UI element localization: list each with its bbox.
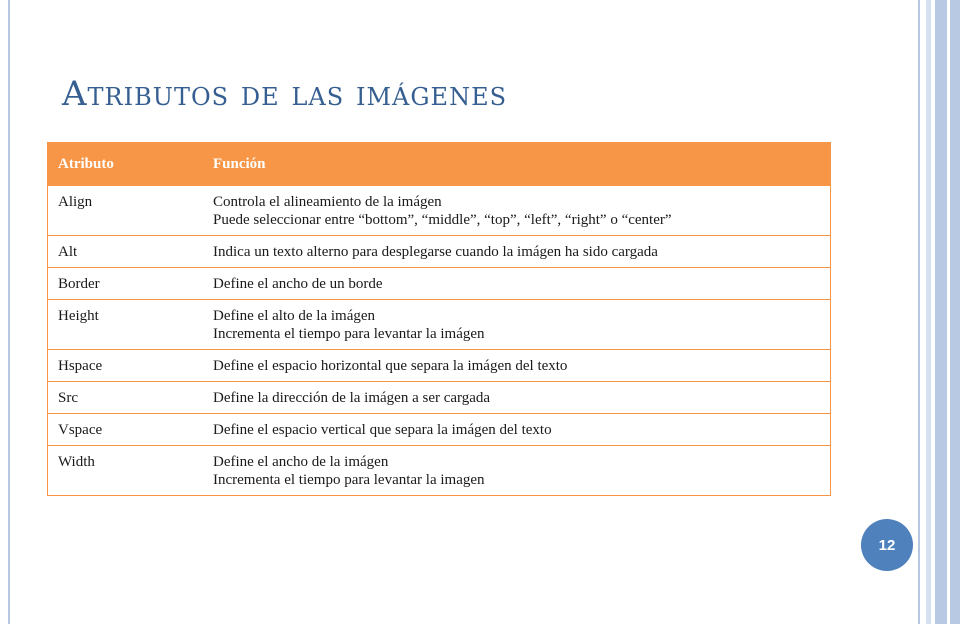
function-line: Define la dirección de la imágen a ser cargada: [213, 390, 491, 406]
table-header-row: [48, 143, 831, 186]
function-cell: [203, 382, 831, 414]
attribute-cell: Vspace: [48, 414, 204, 446]
attribute-cell: Alt: [48, 236, 204, 268]
function-line: Define el alto de la imágen: [213, 308, 376, 324]
function-line: Define el ancho de un borde: [213, 276, 383, 292]
function-cell: [203, 236, 831, 268]
table-row: [48, 186, 831, 236]
table-row: [48, 350, 831, 382]
left-frame-border: [0, 0, 10, 624]
attribute-cell: Hspace: [48, 350, 204, 382]
function-cell: [203, 350, 831, 382]
function-cell: [203, 446, 831, 496]
header-function: Función: [203, 143, 831, 186]
slide-title: Atributos de las imágenes: [62, 74, 508, 114]
table-row: [48, 236, 831, 268]
function-cell: [203, 414, 831, 446]
page-number-badge: 12: [861, 519, 913, 571]
attribute-cell: Height: [48, 300, 204, 350]
attribute-cell: Border: [48, 268, 204, 300]
right-frame-decoration: [918, 0, 960, 624]
table-row: [48, 268, 831, 300]
function-cell: [203, 268, 831, 300]
function-line: Incrementa el tiempo para levantar la imágen: [213, 326, 485, 342]
table-row: [48, 446, 831, 496]
attributes-table: [47, 142, 831, 496]
table-row: [48, 300, 831, 350]
function-line: Puede seleccionar entre “bottom”, “middle”, “top”, “left”, “right” o “center”: [213, 212, 672, 228]
function-line: Define el espacio vertical que separa la imágen del texto: [213, 422, 552, 438]
table-row: [48, 414, 831, 446]
function-line: Incrementa el tiempo para levantar la imagen: [213, 472, 485, 488]
function-cell: [203, 300, 831, 350]
table-row: [48, 382, 831, 414]
function-line: Define el espacio horizontal que separa la imágen del texto: [213, 358, 568, 374]
function-line: Controla el alineamiento de la imágen: [213, 194, 442, 210]
attribute-cell: Src: [48, 382, 204, 414]
function-line: Indica un texto alterno para desplegarse cuando la imágen ha sido cargada: [213, 244, 658, 260]
function-line: Define el ancho de la imágen: [213, 454, 389, 470]
attribute-cell: Width: [48, 446, 204, 496]
attribute-cell: Align: [48, 186, 204, 236]
function-cell: [203, 186, 831, 236]
header-attribute: Atributo: [48, 143, 204, 186]
